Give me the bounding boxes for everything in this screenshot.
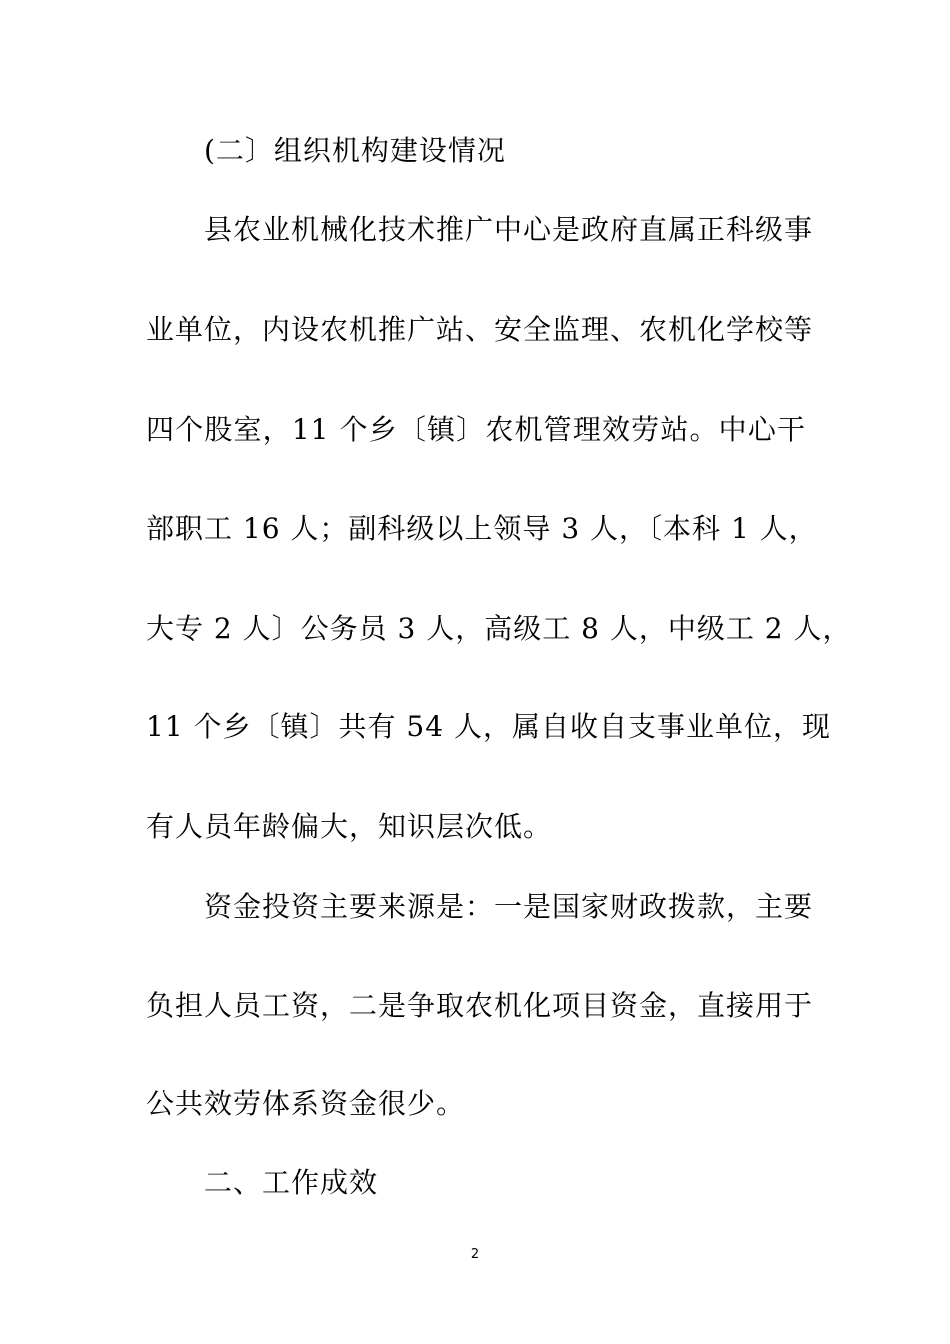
- paragraph2-line: 公共效劳体系资金很少。: [146, 1087, 466, 1120]
- section-heading: (二〕组织机构建设情况: [204, 134, 506, 167]
- page-number: 2: [470, 1247, 480, 1262]
- paragraph1-line: 有人员年龄偏大，知识层次低。: [146, 810, 553, 843]
- section2-heading: 二、工作成效: [204, 1166, 379, 1199]
- paragraph2-line: 资金投资主要来源是：一是国家财政拨款，主要: [204, 890, 814, 923]
- paragraph2-line: 负担人员工资，二是争取农机化项目资金，直接用于: [146, 989, 814, 1022]
- paragraph1-line: 业单位，内设农机推广站、安全监理、农机化学校等: [146, 313, 814, 346]
- paragraph1-line: 部职工 16 人；副科级以上领导 3 人，〔本科 1 人，: [146, 512, 818, 545]
- paragraph1-line: 大专 2 人〕公务员 3 人，高级工 8 人，中级工 2 人，: [146, 612, 852, 645]
- paragraph1-line: 四个股室，11 个乡〔镇〕农机管理效劳站。中心干: [146, 413, 806, 446]
- paragraph1-line: 11 个乡〔镇〕共有 54 人，属自收自支事业单位，现: [146, 710, 831, 743]
- paragraph1-line: 县农业机械化技术推广中心是政府直属正科级事: [204, 213, 814, 246]
